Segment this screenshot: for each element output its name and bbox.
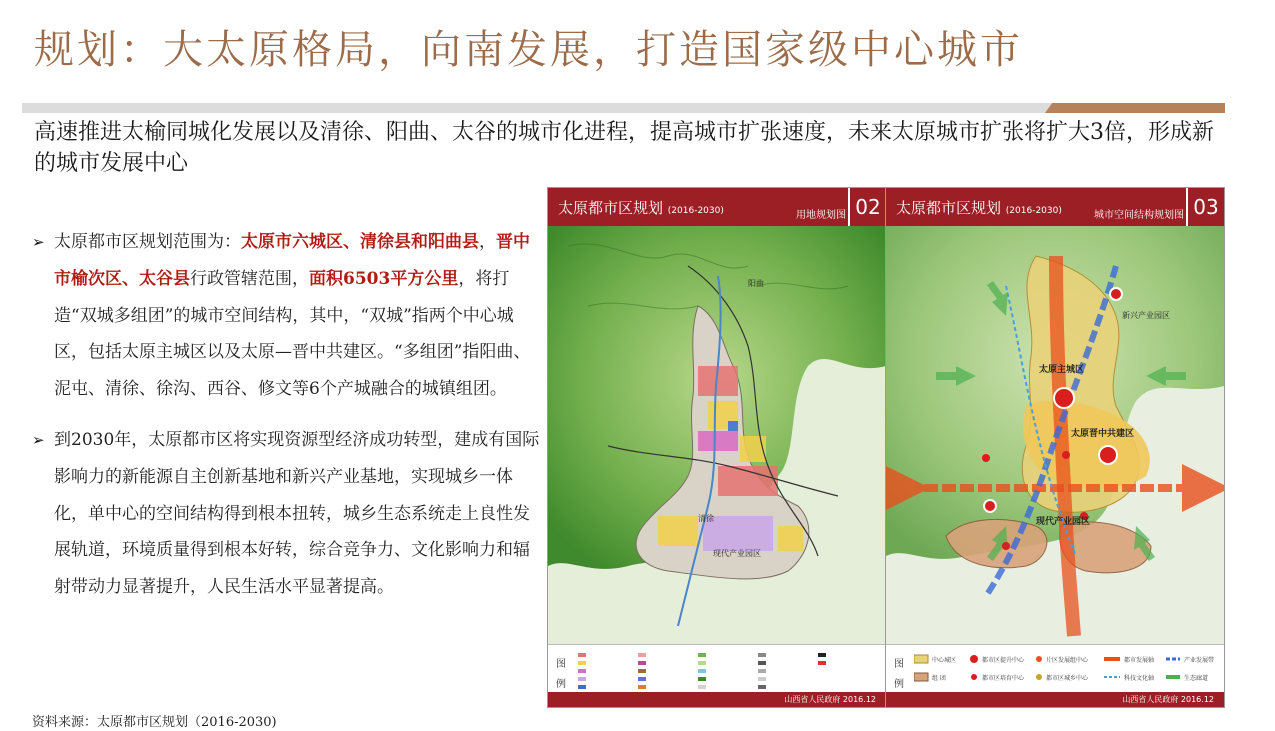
svg-text:太原晋中共建区: 太原晋中共建区 xyxy=(1071,429,1135,439)
svg-text:现代产业园区: 现代产业园区 xyxy=(713,549,761,558)
land-use-map xyxy=(547,187,887,708)
legend-item: 都市区提升中心 xyxy=(982,657,1025,664)
arrow-bullet-icon: ➢ xyxy=(32,430,45,449)
map-subtitle: 用地规划图 xyxy=(796,210,846,221)
map-title: 太原都市区规划 (2016-2030) xyxy=(896,199,1062,217)
arrow-bullet-icon: ➢ xyxy=(32,233,45,251)
legend-item: 科技文化轴 xyxy=(1124,675,1155,682)
map-legend xyxy=(548,644,886,693)
map-footer: 山西省人民政府 2016.12 xyxy=(886,692,1224,707)
bullet-text: ， xyxy=(479,232,496,252)
map-number: 02 xyxy=(848,188,886,226)
map-footer: 山西省人民政府 2016.12 xyxy=(548,692,886,707)
legend-item: 中心城区 xyxy=(932,657,957,664)
legend-item: 产业发展带 xyxy=(1184,657,1215,664)
bullet-text: 行政管辖范围， xyxy=(190,268,309,289)
bullet-text: ，将打造“双城多组团”的城市空间结构，其中，“双城”指两个中心城区，包括太原主城区以及太原—晋中共建区。“多组团”指阳曲、泥屯、清徐、徐沟、西谷、修文等6个产城融合的城镇组团。 xyxy=(54,268,531,400)
legend-item: 组 团 xyxy=(932,675,946,682)
bullet-item-2030 xyxy=(32,422,540,606)
page-subtitle: 高速推进太榆同城化发展以及清徐、阳曲、太谷的城市化进程，提高城市扩张速度，未来太原城市扩张将扩大3倍，形成新的城市发展中心 xyxy=(34,120,1215,176)
map-title: 太原都市区规划 (2016-2030) xyxy=(558,199,724,217)
bullet-item-scope xyxy=(32,224,540,408)
title-divider xyxy=(22,103,1052,113)
bullet-list xyxy=(32,224,540,620)
svg-text:太原主城区: 太原主城区 xyxy=(1039,365,1085,375)
svg-text:清徐: 清徐 xyxy=(698,514,714,523)
map-header xyxy=(886,188,1224,226)
land-use-map-image xyxy=(548,226,886,644)
page-title: 规划：大太原格局，向南发展，打造国家级中心城市 xyxy=(34,27,1023,73)
title-divider-accent xyxy=(1045,103,1225,113)
svg-text:现代产业园区: 现代产业园区 xyxy=(1036,517,1091,527)
svg-text:阳曲: 阳曲 xyxy=(748,279,764,288)
svg-text:新兴产业园区: 新兴产业园区 xyxy=(1122,311,1170,320)
highlight-text: 晋中市榆次区、太谷县 xyxy=(54,232,530,289)
spatial-structure-map-image xyxy=(886,226,1224,644)
map-legend xyxy=(886,644,1224,693)
legend-item: 生态廊道 xyxy=(1184,675,1209,682)
map-subtitle: 城市空间结构规划图 xyxy=(1094,210,1184,221)
map-header xyxy=(548,188,886,226)
spatial-structure-map xyxy=(885,187,1225,708)
legend-item: 片区发展组中心 xyxy=(1046,657,1089,664)
source-note: 资料来源：太原都市区规划（2016-2030) xyxy=(32,715,277,730)
bullet-text: 到2030年，太原都市区将实现资源型经济成功转型，建成有国际影响力的新能源自主创新基地和新兴产业基地，实现城乡一体化，单中心的空间结构得到根本扭转，城乡生态系统走上良性发展轨道，环境质量得到根本好转，综合竞争力、文化影响力和辐射带动力显著提升，人民生活水平显著提高。 xyxy=(54,429,540,598)
legend-label: 图 例 xyxy=(556,659,566,690)
legend-label: 图 例 xyxy=(894,659,904,690)
legend-item: 都市区培育中心 xyxy=(982,675,1025,682)
map-number: 03 xyxy=(1186,188,1224,226)
bullet-text: 太原都市区规划范围为： xyxy=(54,232,241,252)
legend-item: 都市区城乡中心 xyxy=(1046,675,1089,682)
highlight-text: 太原市六城区、清徐县和阳曲县 xyxy=(241,232,479,252)
legend-item: 都市发展轴 xyxy=(1124,657,1155,664)
highlight-text: 面积6503平方公里 xyxy=(309,268,459,289)
